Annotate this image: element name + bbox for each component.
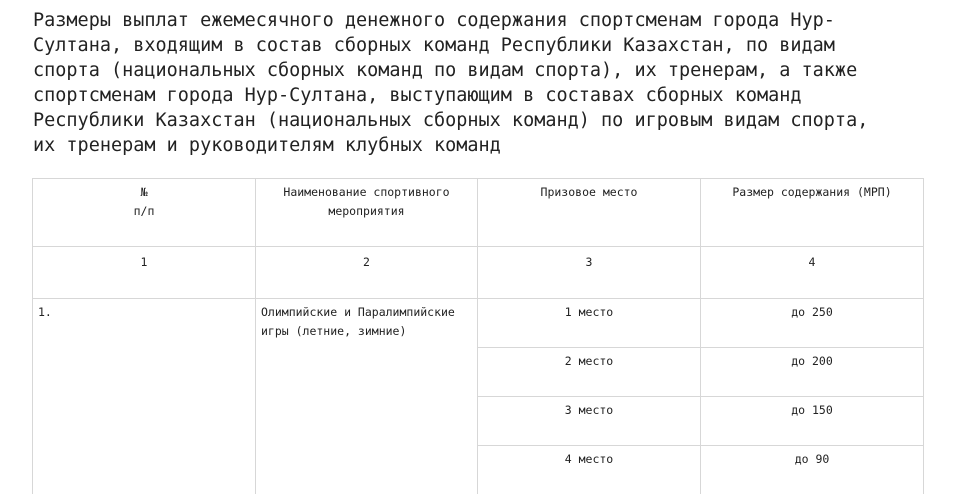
header-event	[256, 179, 478, 247]
column-number-2: 2	[256, 247, 478, 299]
column-number-3: 3	[478, 247, 701, 299]
group-event-line1: Олимпийские и Паралимпийские	[261, 303, 477, 322]
group-event-line2: игры (летние, зимние)	[261, 322, 477, 341]
amount-cell: до 250	[701, 299, 924, 348]
header-amount	[701, 179, 924, 247]
header-place-label: Призовое место	[478, 183, 700, 202]
amount-cell: до 150	[701, 397, 924, 446]
column-number-row	[33, 247, 924, 299]
place-cell: 4 место	[478, 446, 701, 494]
column-number-4: 4	[701, 247, 924, 299]
header-event-line2: мероприятия	[256, 202, 477, 221]
place-cell: 2 место	[478, 348, 701, 397]
amount-cell: до 90	[701, 446, 924, 494]
group-number: 1.	[38, 303, 255, 322]
group-number-cell	[33, 299, 256, 494]
group-event-cell	[256, 299, 478, 494]
column-number-1: 1	[33, 247, 256, 299]
payments-table-container	[32, 178, 923, 494]
page-title: Размеры выплат ежемесячного денежного содержания спортсменам города Нур- Султана, входящим в состав сборных команд Республики Казахстан, по видам спорта (национальных сборных команд по видам спорта), их тренерам, а также спортсменам города Нур-Султана, выступающим в составах сборных команд Республики Казахстан (национальных сборных команд) по игровым видам спорта, их тренерам и руководителям клубных команд	[33, 8, 933, 158]
amount-cell: до 200	[701, 348, 924, 397]
header-number	[33, 179, 256, 247]
header-amount-label: Размер содержания (МРП)	[701, 183, 923, 202]
payments-table	[32, 178, 924, 494]
place-cell: 3 место	[478, 397, 701, 446]
header-event-line1: Наименование спортивного	[256, 183, 477, 202]
header-number-line1: №	[33, 183, 255, 202]
table-row	[33, 299, 924, 348]
table-header-row	[33, 179, 924, 247]
header-place	[478, 179, 701, 247]
header-number-line2: п/п	[33, 202, 255, 221]
place-cell: 1 место	[478, 299, 701, 348]
